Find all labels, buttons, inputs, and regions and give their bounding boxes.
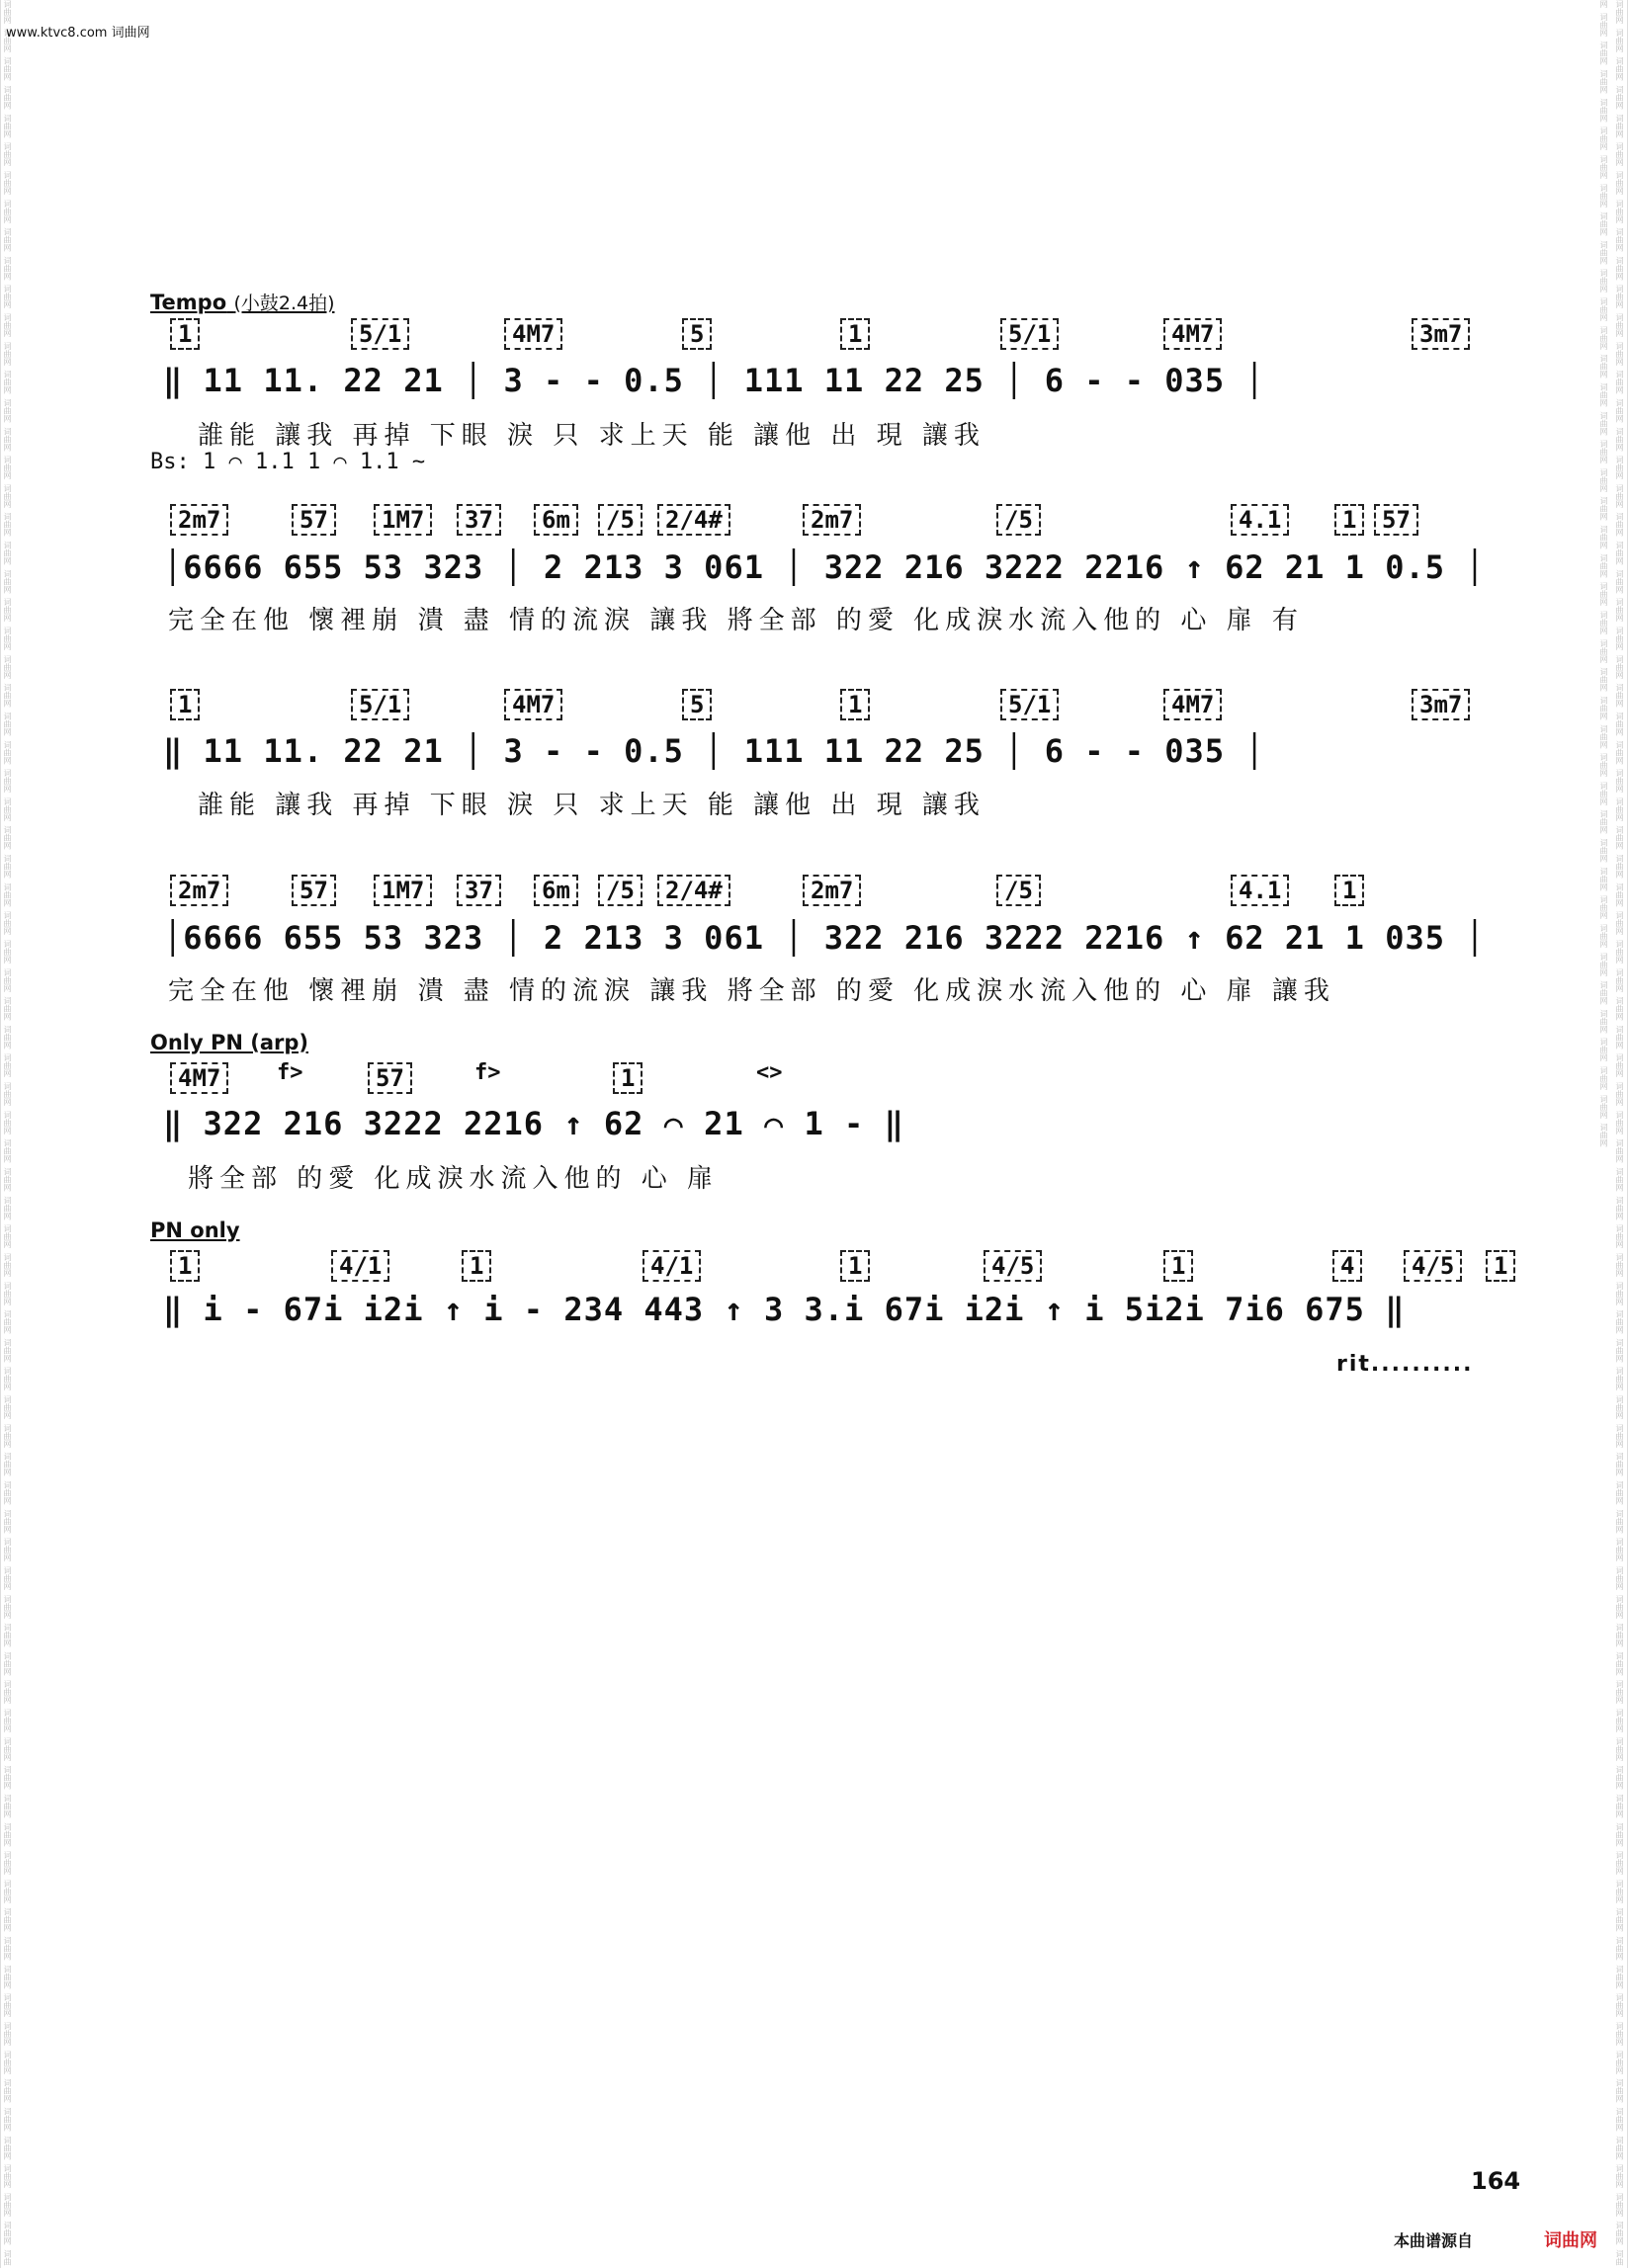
chord-box: /5	[598, 504, 643, 536]
page-number: 164	[1471, 2167, 1521, 2195]
chord-box: 4/5	[1404, 1250, 1462, 1282]
lyrics-row-2: 完全在他 懷裡崩 潰 盡 情的流淚 讓我 將全部 的愛 化成淚水流入他的 心 扉 有	[168, 606, 1304, 635]
lyrics-row-4: 完全在他 懷裡崩 潰 盡 情的流淚 讓我 將全部 的愛 化成淚水流入他的 心 扉 讓我	[168, 976, 1335, 1006]
chord-box: /5	[598, 875, 643, 906]
chord-box: 5	[682, 689, 712, 720]
chord-box: 4/1	[331, 1250, 389, 1282]
chord-box: 2/4#	[657, 875, 730, 906]
only-pn-arp-label: Only PN (arp)	[150, 1031, 309, 1054]
chord-box: 1	[462, 1250, 491, 1282]
chord-box: 2m7	[803, 875, 861, 906]
tempo-label-text: Tempo	[150, 291, 227, 314]
accent-mark: f>	[277, 1060, 303, 1085]
chord-box: 57	[292, 875, 336, 906]
lyrics-row-3: 誰能 讓我 再掉 下眼 淚 只 求上天 能 讓他 出 現 讓我	[198, 791, 985, 820]
chord-box: 2m7	[170, 504, 228, 536]
pn-only-label: PN only	[150, 1218, 240, 1242]
accent-mark: f>	[474, 1060, 501, 1085]
chord-box: /5	[996, 875, 1041, 906]
site-header: www.ktvc8.com 词曲网	[6, 26, 150, 41]
lyrics-row-1: 誰能 讓我 再掉 下眼 淚 只 求上天 能 讓他 出 現 讓我	[198, 421, 985, 451]
chord-box: 1	[1334, 504, 1364, 536]
chord-box: 4M7	[1163, 689, 1222, 720]
chord-box: 5/1	[1000, 318, 1059, 350]
chord-box: 5/1	[1000, 689, 1059, 720]
footer-site-name: 词曲网	[1544, 2230, 1597, 2251]
chord-box: 4/1	[643, 1250, 701, 1282]
notes-row-5: ‖ 322 216 3222 2216 ↑ 62 ⌒ 21 ⌒ 1 - ‖	[163, 1105, 904, 1142]
tempo-label	[150, 289, 334, 315]
chord-box: 4M7	[170, 1062, 228, 1094]
chord-box: 5	[682, 318, 712, 350]
lyrics-row-5: 將全部 的愛 化成淚水流入他的 心 扉	[188, 1164, 720, 1194]
chord-box: 4M7	[504, 318, 562, 350]
chord-box: 1	[170, 689, 200, 720]
chord-box: 6m	[534, 504, 578, 536]
tempo-label-sub: (小鼓2.4拍)	[233, 293, 335, 314]
chord-box: 1	[170, 1250, 200, 1282]
chord-box: 1	[1486, 1250, 1515, 1282]
chord-box: 1	[1163, 1250, 1193, 1282]
chord-box: 57	[1374, 504, 1418, 536]
notes-row-6: ‖ i - 67i i2i ↑ i - 234 443 ↑ 3 3.i 67i i2i ↑ i 5i2i 7i6 675 ‖	[163, 1291, 1406, 1328]
watermark-right: 词曲网 词曲网 词曲网 词曲网 词曲网 词曲网 词曲网 词曲网 词曲网 词曲网 词曲网 词曲网 词曲网 词曲网 词曲网 词曲网 词曲网 词曲网 词曲网 词曲网 词曲网 词曲网 词曲网 词曲网 词曲网 词曲网 词曲网 词曲网 词曲网 词曲网 词曲网 词曲网 词曲网 词曲网 词曲网 词曲网 词曲网 词曲网 词曲网 词曲网 词曲网 词曲网 词曲网 词曲网 词曲网 词曲网 词曲网 词曲网 词曲网 词曲网 词曲网 词曲网 词曲网 词曲网 词曲网 词曲网 词曲网 词曲网 词曲网 词曲网 词曲网 词曲网 词曲网 词曲网 词曲网 词曲网 词曲网 词曲网 词曲网 词曲网 词曲网 词曲网 词曲网 词曲网 词曲网 词曲网 词曲网 词曲网 词曲网 词曲网 词曲网 词曲网 词曲网 词曲网 词曲网 词曲网 词曲网 词曲网 词曲网 词曲网 词曲网 词曲网 词曲网 词曲网 词曲网 词曲网 词曲网 词曲网 词曲网 词曲网 词曲网 词曲网 词曲网 词曲网 词曲网 词曲网 词曲网 词曲网 词曲网 词曲网 词曲网 词曲网 词曲网 词曲网 词曲网 词曲网 词曲网 词曲网 词曲网 词曲网	[1613, 0, 1628, 2268]
notes-row-2: │6666 655 53 323 │ 2 213 3 061 │ 322 216 3222 2216 ↑ 62 21 1 0.5 │	[163, 548, 1486, 586]
chord-box: 3m7	[1412, 318, 1470, 350]
accent-mark: <>	[756, 1060, 783, 1085]
notes-row-3: ‖ 11 11. 22 21 │ 3 - - 0.5 │ 111 11 22 25 │ 6 - - 035 │	[163, 732, 1265, 770]
notes-row-4: │6666 655 53 323 │ 2 213 3 061 │ 322 216 3222 2216 ↑ 62 21 1 035 │	[163, 919, 1486, 957]
chord-box: 2m7	[803, 504, 861, 536]
watermark-left: 词曲网 词曲网 词曲网 词曲网 词曲网 词曲网 词曲网 词曲网 词曲网 词曲网 词曲网 词曲网 词曲网 词曲网 词曲网 词曲网 词曲网 词曲网 词曲网 词曲网 词曲网 词曲网 词曲网 词曲网 词曲网 词曲网 词曲网 词曲网 词曲网 词曲网 词曲网 词曲网 词曲网 词曲网 词曲网 词曲网 词曲网 词曲网 词曲网 词曲网 词曲网 词曲网 词曲网 词曲网 词曲网 词曲网 词曲网 词曲网 词曲网 词曲网 词曲网 词曲网 词曲网 词曲网 词曲网 词曲网 词曲网 词曲网 词曲网 词曲网 词曲网 词曲网 词曲网 词曲网 词曲网 词曲网 词曲网 词曲网 词曲网 词曲网 词曲网 词曲网 词曲网 词曲网 词曲网 词曲网 词曲网 词曲网 词曲网 词曲	[0, 0, 15, 2268]
chord-box: 5/1	[351, 318, 409, 350]
chord-box: 4	[1332, 1250, 1362, 1282]
chord-box: 57	[292, 504, 336, 536]
chord-box: 57	[368, 1062, 412, 1094]
chord-box: 2m7	[170, 875, 228, 906]
notes-row-1: ‖ 11 11. 22 21 │ 3 - - 0.5 │ 111 11 22 25 │ 6 - - 035 │	[163, 362, 1265, 399]
chord-box: 1	[613, 1062, 643, 1094]
chord-box: 1	[840, 318, 870, 350]
chord-box: 4/5	[984, 1250, 1042, 1282]
chord-box: 3m7	[1412, 689, 1470, 720]
chord-box: 1	[840, 1250, 870, 1282]
chord-box: 5/1	[351, 689, 409, 720]
bass-line: Bs: 1 ⌒ 1.1 1 ⌒ 1.1 ~	[150, 450, 426, 474]
chord-box: 2/4#	[657, 504, 730, 536]
chord-box: 37	[457, 875, 501, 906]
chord-box: 1	[840, 689, 870, 720]
chord-box: 4M7	[1163, 318, 1222, 350]
chord-box: 6m	[534, 875, 578, 906]
chord-box: 4M7	[504, 689, 562, 720]
chord-box: 1M7	[374, 875, 432, 906]
chord-box: 1	[170, 318, 200, 350]
chord-box: 37	[457, 504, 501, 536]
footer-source-label: 本曲谱源自	[1394, 2231, 1474, 2250]
chord-box: 1M7	[374, 504, 432, 536]
chord-box: 1	[1334, 875, 1364, 906]
chord-box: 4.1	[1231, 875, 1289, 906]
ritardando-mark: rit..........	[1336, 1352, 1474, 1377]
chord-box: /5	[996, 504, 1041, 536]
chord-box: 4.1	[1231, 504, 1289, 536]
